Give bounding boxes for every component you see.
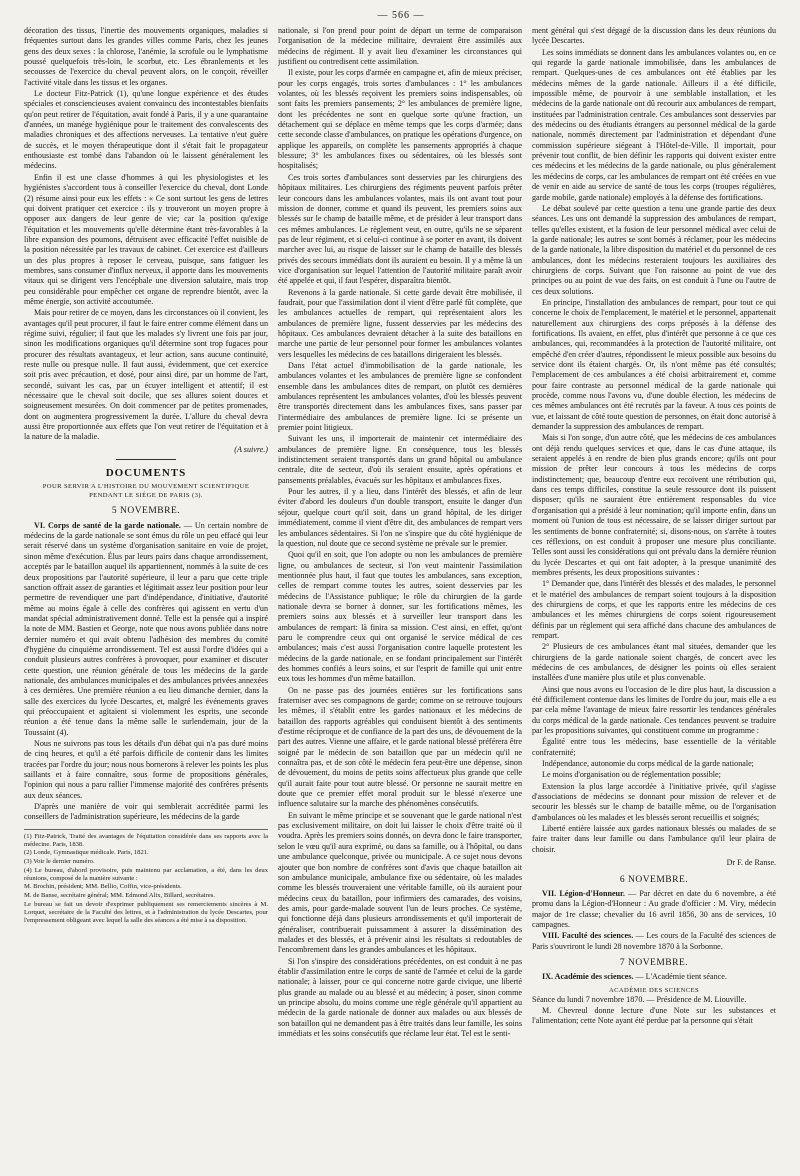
- paragraph: Enfin il est une classe d'hommes à qui les physiologistes et les hygiénistes s'accordent tous à conseiller l'exercice du cheval, dont Londe (2) résume ainsi pour eux les effets : « Ce sont surtout les gens de lettres qui doivent pratiquer cet exercice : ils y trouveront un moyen propre à opposer aux dangers de leur genre de vie; car la position qu'exige l'équitation et les mouvements qu'elle détermine étant très-favorables à la libre expansion des poumons, détruisent avec efficacité l'effet nuisible de la position nécessitée par les travaux de cabinet. Cet exercice est d'ailleurs un des plus propres à reposer le cerveau, puisque, sans fatiguer les membres, sans consumer d'influx nerveux, il apporte dans les mouvements vitaux qui se dirigent vers l'encéphale une diversion salutaire, mais trop peu considérable pour empêcher cet organe de reprendre bientôt, avec la même énergie, son activité accoutumée.: [24, 172, 268, 306]
- paragraph: Si l'on s'inspire des considérations précédentes, on est conduit à ne pas établir d'assimilation entre le corps de santé de l'armée et celui de la garde nationale; à laisser, pour ce qui concerne notre garde civique, une liberté plus grande au malade ou au blessé et au médecin; à poser, sinon comme un principe absolu, du moins comme une règle générale qu'il appartient au médecin de la garde nationale de donner aux malades ou aux blessés de son bataillon qui ne demandent pas à être traités dans leur famille, les soins immédiats et les soins consécutifs que réclame leur état. Tel est le senti-: [278, 956, 522, 1038]
- paragraph: En suivant le même principe et se souvenant que le garde national n'est pas exclusivement militaire, on doit lui laisser le choix d'être traité où il voudra. Après les premiers soins donnés, on devra donc le faire transporter, selon le vœu qu'il aura exprimé, ou dans sa famille, ou à l'hôpital, ou dans une ambulance quelconque, privée ou municipale. A ce sujet nous devons ajouter que bon nombre de confrères sont d'avis que chaque bataillon ait son ambulance municipale, ambulance fixe ou sédentaire, où les malades comme les blessés trouveraient une véritable famille, où ils auraient pour médecins ceux du bataillon, pour infirmiers des camarades, des voisins, des amis, pour garde-malade souvent l'un de leurs proches. Ce système, qui fonctionne déjà dans plusieurs arrondissements et qu'il importerait de généraliser, contribuerait puissamment à assurer la dissémination des malades et des blessés, et à prévenir ainsi les résultats si redoutables de l'encombrement dans les grandes ambulances et les hôpitaux.: [278, 810, 522, 955]
- paragraph: Ainsi que nous avons eu l'occasion de le dire plus haut, la discussion a été difficilement contenue dans les limites de l'ordre du jour, mais elle a eu par cela même l'avantage de mieux faire ressortir les tendances générales du corps médical de la garde nationale. Ces tendances peuvent se traduire par les propositions suivantes, qui constituent comme un programme :: [532, 684, 776, 736]
- article-text: — L'Académie tient séance.: [633, 972, 727, 982]
- article-lead: VIII. Faculté des sciences.: [542, 931, 634, 941]
- column-right: [532, 26, 776, 1166]
- paragraph: Liberté entière laissée aux gardes nationaux blessés ou malades de se faire traiter dans leur famille ou dans l'ambulance qu'il leur plaira de choisir.: [532, 824, 776, 854]
- paragraph: Le débat soulevé par cette question a tenu une grande partie des deux séances. Les uns ont demandé la suppression des ambulances de rempart, telles qu'elles existent, et la fusion de leur personnel médical avec celui de la garde nationale; les autres se sont bornés à réclamer, pour les médecins de la garde nationale, la libre disposition du matériel et du personnel de ces ambulances, dont les médecins resteraient toujours les auxiliaires des chirurgiens de corps. Suivant que l'on raisonne au point de vue des principes ou au point de vue des faits, on est conduit à l'une ou l'autre de ces deux solutions.: [532, 203, 776, 296]
- date-heading: 5 NOVEMBRE.: [111, 506, 181, 517]
- paragraph: On ne passe pas des journées entières sur les fortifications sans fraterniser avec ses compagnons de garde; comme on se retrouve toujours les mêmes, il s'établit entre les gardes nationaux et les médecins de bataillon des rapports agréables qui conduisent bientôt à des sentiments d'estime réciproque et de confiance de la part des uns, de dévouement de la part des autres. Vienne une affaire, et le garde national blessé préférera être soigné par le médecin de son bataillon que par un médecin qu'il ne connaîtra pas, et de son côté le médecin fera peut-être une dépense, sinon de dévouement, du moins de petits soins affectueux plus grande que celle qu'il aurait faite pour tout autre blessé. Or personne ne saurait mettre en doute que ce premier effet moral produit sur le blessé n'exerce une influence salutaire sur la marche des phénomènes consécutifs.: [278, 685, 522, 809]
- paragraph: M. Chevreul donne lecture d'une Note sur les substances et l'alimentation; cette Note ayant été perdue par la personne qui s'était: [532, 1005, 776, 1026]
- date-heading: 6 NOVEMBRE.: [619, 874, 689, 885]
- article-vi: [24, 521, 268, 738]
- footnote: M. de Banse, secrétaire général; MM. Edmond Alix, Billard, secrétaires.: [24, 891, 215, 899]
- paragraph: Suivant les uns, il importerait de maintenir cet intermédiaire des ambulances de première ligne. En conséquence, tous les blessés indistinctement seraient transportés dans un grand hôpital ou ambulance centrale, dite de secteur, d'où ils seraient ensuite, après opérations et pansements préalables, évacués sur les hôpitaux et ambulances fixes.: [278, 434, 522, 485]
- paragraph: Ces trois sortes d'ambulances sont desservies par les chirurgiens des hôpitaux militaires. Les chirurgiens des régiments peuvent parfois prêter leur concours dans les ambulances volantes, mais ils ont avant tout pour mission de donner, comme et quand ils peuvent, les premiers soins aux blessés sur le champ de bataille même, et de présider à leur transport dans ces mêmes ambulances. Le règlement veut, en outre, qu'ils ne se séparent pas de leur régiment, et si celui-ci continue à se porter en avant, ils doivent marcher avec lui, au risque de laisser sur le champ de bataille des blessés privés des secours immédiats dont ils auraient eu besoin. Il y a même là un vice d'organisation sur lequel l'attention de l'autorité militaire paraît avoir été appelée et qui, il faut l'espérer, disparaîtra bientôt.: [278, 172, 522, 286]
- paragraph: Égalité entre tous les médecins, base essentielle de la véritable confraternité;: [532, 737, 776, 757]
- paragraph: Revenons à la garde nationale. Si cette garde devait être mobilisée, il faudrait, pour que l'assimilation dont il vient d'être parlé fût complète, que les ambulances actuelles de rempart, qui représentaient alors les ambulances de première ligne, fussent desservies par les médecins des hôpitaux. Ces ambulances devraient détacher à la suite des bataillons en marche une partie de leur personnel pour former les ambulances volantes vers lesquelles les médecins de ces bataillons dirigeraient les blessés.: [278, 287, 522, 359]
- date-heading: 7 NOVEMBRE.: [619, 957, 689, 968]
- section-subtitle: PENDANT LE SIÉGE DE PARIS (3).: [89, 492, 203, 500]
- footnote: M. Brochin, président; MM. Bellio, Coffin, vice-présidents.: [24, 883, 182, 891]
- section-subtitle: POUR SERVIR A L'HISTOIRE DU MOUVEMENT SCIENTIFIQUE: [42, 483, 250, 491]
- footnote: (2) Londe, Gymnastique médicale. Paris, 1821.: [24, 849, 149, 857]
- session-line: Séance du lundi 7 novembre 1870. — Présidence de M. Liouville.: [532, 994, 747, 1004]
- paragraph: Dans l'état actuel d'immobilisation de la garde nationale, les ambulances volantes et les ambulances de première ligne se confondent ensemble dans les ambulances dites de rempart, on plutôt ces dernières ambulances représentent les ambulances volantes, d'où les blessés peuvent être transportés directement dans les ambulances fixes, sans passer par l'intermédiaire des ambulances de première ligne. Ici se présente un premier point litigieux.: [278, 361, 522, 433]
- text-columns: [24, 26, 778, 1166]
- paragraph: Quoi qu'il en soit, que l'on adopte ou non les ambulances de première ligne, ou ambulances de secteur, si l'on veut maintenir l'assimilation mentionnée plus haut, il faut que toutes les ambulances, sans exception, celles de rempart comme toutes les autres, soient desservies par les médecins de l'Assistance publique; le rôle du chirurgien de la garde nationale devra se borner à donner, sur les fortifications mêmes, les premiers soins aux blessés et à surveiller leur transport dans les ambulances de rempart: là finira sa mission. C'est ainsi, en effet, qu'ont paru le comprendre ceux qui ont organisé le service médical de ces ambulances; mais c'est aussi l'organisation contre laquelle protestent les médecins de la garde nationale, en se fondant principalement sur l'intérêt des hommes confiés à leurs soins, et sur l'esprit de famille qui unit entre eux tous les hommes d'un même bataillon.: [278, 550, 522, 684]
- page-header: [24, 4, 778, 26]
- footnote: Le bureau se fait un devoir d'exprimer publiquement ses remerciements sincères à M. Lorquet, secrétaire de la Faculté des lettres, et à l'administration du lycée Descartes, pour l'empressement obligeant avec lequel la salle des séances a été mise à sa disposition.: [24, 900, 268, 924]
- paragraph: Le moins d'organisation ou de réglementation possible;: [542, 770, 721, 780]
- article-text: — Un certain nombre de médecins de la garde nationale se sont émus du rôle un peu effacé qui leur serait réservé dans un système d'organisation sanitaire en voie de projet, sinon même d'exécution. Élus par leurs pairs dans chaque arrondissement, acceptés par le bataillon auquel ils appartiennent, nommés à la suite de ces deux propositions par l'autorité supérieure, il leur a paru que cette triple sanction offrait assez de garanties et légitimait assez leur position pour leur permettre de revendiquer une part d'indépendance, d'initiative, d'autorité même au moins égale à celle des confrères qui agissent en vertu d'un mandat spécial administrativement donné. Telle est la pensée qui a inspiré la note de MM. Bastien et George, note que nous avons publiée dans notre dernier numéro et qui avait obtenu l'adhésion des membres du comité d'hygiène du cinquième arrondissement. Tel est aussi l'ordre d'idées qui a conduit plusieurs autres confrères à provoquer, pour examiner et discuter cette question, une réunion générale de tous les médecins de la garde nationale, des ambulances municipales et des ambulances privées annexées à ces dernières. Une première réunion a eu lieu dimanche dernier, dans la salle des exercices du lycée Descartes, et, malgré les événements graves qui préoccupaient et agitaient si violemment les esprits, une seconde réunion a été tenue dans la même salle le surlendemain, jour de la Toussaint (4).: [24, 520, 268, 737]
- paragraph: Le docteur Fitz-Patrick (1), qu'une longue expérience et des études spéciales et consciencieuses avaient convaincu des incontestables bienfaits qu'on peut retirer de l'équitation, avait fondé à Paris, il y a une quarantaine d'années, un manége hygiénique pour le traitement des convalescents des maladies chroniques et des affections nerveuses. La tentative n'eut guère de succès, et le moyen thérapeutique dont il s'était fait le propagateur enthousiaste est tombé dans l'abandon où le laissent généralement les médecins.: [24, 89, 268, 171]
- article-vii: [532, 889, 776, 930]
- article-viii: [532, 931, 776, 952]
- signature: Dr F. de Ranse.: [726, 858, 776, 868]
- page-number: — 566 —: [377, 9, 425, 21]
- section-title: DOCUMENTS: [105, 467, 187, 480]
- article-text: — Les cours de la Faculté des sciences de Paris s'ouvriront le lundi 28 novembre 1870 à la Sorbonne.: [532, 931, 776, 951]
- column-middle: [278, 26, 522, 1166]
- paragraph: Les soins immédiats se donnent dans les ambulances volantes ou, en ce qui regarde la garde nationale immobilisée, dans les ambulances de rempart. Quelques-unes de ces ambulances ont été établies par les médecins mêmes de la garde nationale. Ailleurs il a été difficile, impossible même, de pourvoir à une semblable installation, et les médecins de la garde nationale ont dû recourir aux ambulances de rempart, instituées par l'administration centrale. Ces ambulances sont desservies par des médecins ou des étudiants étrangers au personnel médical de la garde nationale, nommés directement par l'administration et dépendant d'une commission supérieure siégeant à l'Hôtel-de-Ville. Il importait, pour prévenir tout conflit, de bien définir les rapports qui doivent exister entre ces médecins et les médecins de la garde nationale, ou plus généralement les médecins de corps, car les ambulances de rempart ont été créées en vue de venir en aide au service de santé de tous les corps (troupes régulières, garde mobile, garde nationale) employés à la défense des fortifications.: [532, 47, 776, 202]
- article-ix: [532, 972, 776, 982]
- paragraph: Mais si l'on songe, d'un autre côté, que les médecins de ces ambulances ont déjà rendu quelques services et que, dans le cas d'une attaque, ils seraient appelés à en rendre de bien plus grands encore; qu'ils ont pour mission de prêter leur concours à tous les médecins de corps indistinctement; que, beaucoup d'entre eux recoivent une rétribution qui, dans ces temps difficiles, constitue la seule ressource dont ils puissent disposer; qu'ils ne sauraient être entièrement responsables du vice d'organisation qui a présidé à leur nomination; qu'il importe enfin, dans un moment où l'union de tous est nécessaire, de se laisser diriger surtout par les sentiments de bonne confraternité; si, disons-nous, on s'arrête à toutes ces réflexions, on est conduit à proposer une mesure plus conciliante. Telles sont aussi les considérations qui ont prévalu dans la dernière réunion du lycée Descartes et qui ont fait adopter, à la presque unanimité des membres présents, les deux propositions suivantes :: [532, 433, 776, 577]
- footnote: (4) Le bureau, d'abord provisoire, puis maintenu par acclamation, a été, dans les deux réunions, composé de la manière suivante :: [24, 866, 268, 882]
- academy-heading: ACADÉMIE DES SCIENCES: [608, 986, 700, 994]
- article-lead: VI. Corps de santé de la garde nationale.: [34, 520, 181, 530]
- column-left: [24, 26, 268, 1166]
- paragraph: 2° Plusieurs de ces ambulances étant mal situées, demander que les chirurgiens de la garde nationale soient chargés, de concert avec les médecins de ces ambulances, de désigner les points où elles seraient installées d'une manière plus utile et plus convenable.: [532, 642, 776, 683]
- divider: [116, 459, 176, 460]
- paragraph: nationale, si l'on prend pour point de départ un terme de comparaison l'organisation de la médecine militaire, devraient être assimilés aux médecins de régiment. Il y avait lieu d'examiner les circonstances qui justifient ou contredisent cette assimilation.: [278, 26, 522, 67]
- footnote: (3) Voir le dernier numéro.: [24, 858, 95, 866]
- paragraph: Il existe, pour les corps d'armée en campagne et, afin de mieux préciser, pour les corps engagés, trois sortes d'ambulances : 1° les ambulances volantes, où les blessés reçoivent les premiers soins indispensables, où sont faits les premiers pansements; 2° les ambulances de première ligne, dont les précédentes ne sont en quelque sorte qu'une fraction, un détachement qui se déplace en même temps que les corps d'armée; dans cette seconde classe d'ambulances, on pratique les opérations d'urgence, on applique les appareils, on complète les pansements appropriés à chaque blessure; 3° les ambulances fixes ou sédentaires, où les blessés sont hospitalisés;: [278, 68, 522, 171]
- article-text: — Par décret en date du 6 novembre, a été promu dans la Légion-d'Honneur : Au grade d'officier : M. Viry, médecin major de 1re classe; chevalier du 16 avril 1856, 30 ans de services, 10 campagnes.: [532, 888, 776, 929]
- paragraph: Nous ne suivrons pas tous les détails d'un débat qui n'a pas duré moins de cinq heures, et qu'il a été parfois difficile de contenir dans les limites tracées par l'ordre du jour; nous nous bornerons à relever les points les plus saillants et à faire connaître, sous forme de propositions générales, l'opinion qui nous a paru rallier l'immense majorité des confrères présents aux deux séances.: [24, 739, 268, 800]
- paragraph: ment général qui s'est dégagé de la discussion dans les deux réunions du lycée Descartes.: [532, 26, 776, 46]
- paragraph: Mais pour retirer de ce moyen, dans les circonstances où il convient, les avantages qu'il peut procurer, il faut le faire entrer comme élément dans un régime suivi, régulier; il faut que les malades s'y livrent une fois par jour, sinon les modifications organiques qu'il détermine sont trop fugaces pour procurer des résultats avantageux, et leur action, sans aucune continuité, reste nulle ou presque nulle. Il faut aussi, évidemment, que cet exercice soit pris avec précaution, et dosé, pour ainsi dire, par un homme de l'art, secondé, suivant les cas, par un écuyer intelligent et attentif; il est nécessaire que le cheval soit docile, que ses allures soient douces et soigneusement mesurées. On doit commencer par de petites promenades, dont on augmentera progressivement la durée. L'allure du cheval devra aussi être proportionnée aux effets que l'on veut retirer de l'équitation et à la nature de la maladie.: [24, 308, 268, 442]
- paragraph: Indépendance, autonomie du corps médical de la garde nationale;: [542, 759, 754, 769]
- paragraph: 1° Demander que, dans l'intérêt des blessés et des malades, le personnel et le matériel des ambulances de rempart soient toujours à la disposition des chirurgiens de corps, et que les rapports entre les médecins de ces ambulances et les mêmes chirurgiens de corps soient rigoureusement définis par un règlement qui sera affiché dans chacune des ambulances de rempart.: [532, 579, 776, 640]
- paragraph: En principe, l'installation des ambulances de rempart, pour tout ce qui concerne le choix de l'emplacement, le matériel et le personnel, appartenait naturellement aux chirurgiens des corps préposés à la défense des fortifications. Ils avaient, en effet, plus d'intérêt que personne à ce que ces ambulances, qui, recommandées à la protection de l'autorité militaire, ont empêché d'en créer d'autres, répondissent le mieux possible aux besoins du service dont ils étaient chargés. Or, ils n'ont même pas été consultés; l'emplacement de ces ambulances a été choisi arbitrairement et, comme pour faire contraste au personnel médical de la garde nationale qui procède, comme nous l'avons vu, d'une double élection, les médecins de ces mêmes ambulances ont été recrutés par la faveur. A tous ces points de vue, et laissant de côté toute question de personnes, on était donc autorisé à demander la suppression des ambulances de rempart.: [532, 297, 776, 432]
- paragraph: Extension la plus large accordée à l'initiative privée, qu'il s'agisse d'associations de médecins se donnant pour mission de relever et de secourir les blessés sur le champ de bataille même, ou de l'organisation d'ambulances où les malades et les blessés seront recueillis et soignés;: [532, 781, 776, 822]
- article-lead: IX. Académie des sciences.: [542, 972, 634, 982]
- footnote: (1) Fitz-Patrick, Traité des avantages de l'équitation considérée dans ses rapports avec la médecine. Paris, 1838.: [24, 832, 268, 848]
- paragraph: Pour les autres, il y a lieu, dans l'intérêt des blessés, et afin de leur éviter d'abord les douleurs d'un double transport, ensuite le danger d'un séjour, quelque court qu'il soit, dans un grand hôpital, de les diriger immédiatement, comme il vient d'être dit, des ambulances de rempart vers les ambulances sédentaires. Si l'on ne s'inspire que du côté hygiénique de la question, nul doute que ce second système ne prévale sur le premier.: [278, 487, 522, 548]
- paragraph: décoration des tissus, l'inertie des mouvements organiques, maladies si fréquentes surtout dans les grandes villes comme Paris, chez les jeunes gens des deux sexes : la chlorose, l'anémie, la scrofule ou le lymphatisme poussé quelquefois très-loin, le scorbut, etc. Les ébranlements et les secousses de l'exercice du cheval peuvent alors, on le conçoit, réveiller l'activité vitale dans les tissus et les organes.: [24, 26, 268, 87]
- paragraph: D'après une manière de voir qui semblerait accréditée parmi les conseillers de l'administration supérieure, les médecins de la garde: [24, 802, 268, 822]
- continued-note: (A suivre.): [234, 444, 268, 454]
- article-lead: VII. Légion-d'Honneur.: [542, 888, 625, 898]
- footnotes: [24, 829, 268, 925]
